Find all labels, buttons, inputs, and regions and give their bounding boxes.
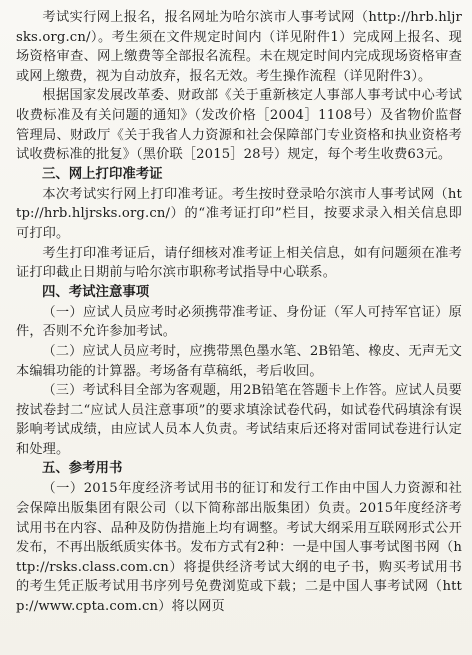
paragraph-fee: 根据国家发展改革委、财政部《关于重新核定人事部人事考试中心考试收费标准及有关问题的通知》（发改价格［2004］1108号）及省物价监督管理局、财政厅《关于我省人力资源和社会保障部门专业资格和执业资格考试收费标准的批复》（黑价联［2015］28号）规定，每个考生收费63元。: [16, 88, 462, 163]
paragraph-notice-answer-sheet: （三）考试科目全部为客观题，用2B铅笔在答题卡上作答。应试人员要按试卷封二“应试人员注意事项”的要求填涂试卷代码，如试卷代码填涂有误影响考试成绩，由应试人员本人负责。考试结束后还将对雷同试卷进行认定和处理。: [16, 383, 462, 457]
paragraph-notice-documents: （一）应试人员应考时必须携带准考证、身份证（军人可持军官证）原件，否则不允许参加考试。: [16, 304, 462, 340]
paragraph-print-ticket: 本次考试实行网上打印准考证。考生按时登录哈尔滨市人事考试网（http://hrb.hljrsks.org.cn/）的“准考证打印”栏目，按要求录入相关信息即可打印。: [16, 186, 462, 241]
paragraph-verify-ticket: 考生打印准考证后，请仔细核对准考证上相关信息，如有问题须在准考证打印截止日期前与哈尔滨市职称考试指导中心联系。: [16, 245, 462, 281]
paragraph-reference-books: （一）2015年度经济考试用书的征订和发行工作由中国人力资源和社会保障出版集团有限公司（以下简称部出版集团）负责。2015年度经济考试用书在内容、品种及防伪措施上均有调整。考试大纲采用互联网形式公开发布，不再出版纸质实体书。发布方式有2种：一是中国人事考试图书网（http://rsks.class.com.cn）将提供经济考试大纲的电子书，购买考试用书的考生凭正版考试用书序列号免费浏览或下载；二是中国人事考试网（http://www.cpta.com.cn）将以网页: [16, 481, 462, 615]
paragraph-notice-stationery: （二）应试人员应考时，应携带黑色墨水笔、2B铅笔、橡皮、无声无文本编辑功能的计算器。考场备有草稿纸，考后收回。: [16, 343, 462, 379]
section-heading-print-ticket: 三、网上打印准考证: [42, 166, 163, 182]
section-heading-exam-notices: 四、考试注意事项: [42, 284, 150, 300]
paragraph-registration: 考试实行网上报名，报名网址为哈尔滨市人事考试网（http://hrb.hljrsks.org.cn/）。考生须在文件规定时间内（详见附件1）完成网上报名、现场资格审查、网上缴费等全部报名流程。未在规定时间内完成现场资格审查或网上缴费，视为自动放弃，报名无效。考生操作流程（详见附件3）。: [16, 10, 462, 84]
section-heading-reference-books: 五、参考用书: [42, 461, 123, 477]
